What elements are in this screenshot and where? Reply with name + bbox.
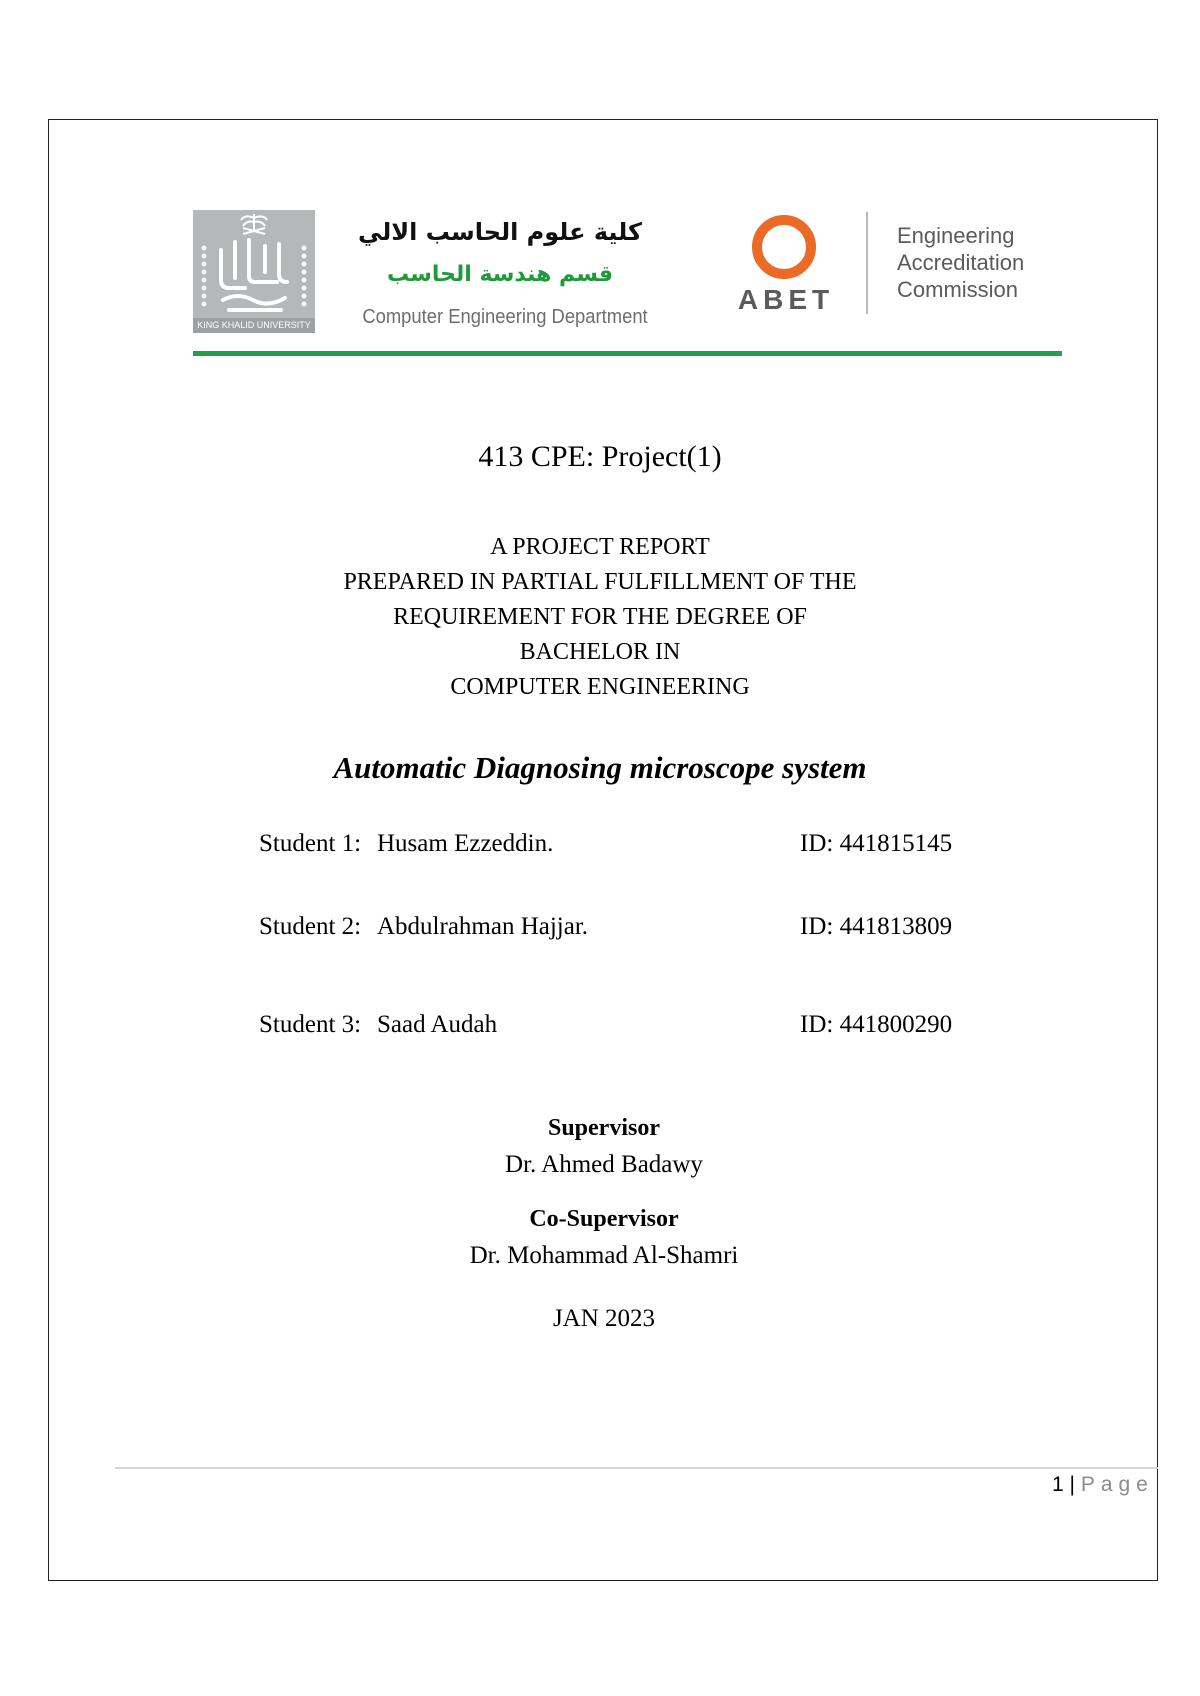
header-green-rule (193, 351, 1062, 356)
abet-line-3: Commission (897, 277, 1019, 302)
king-khalid-university-logo (193, 210, 315, 333)
report-line: PREPARED IN PARTIAL FULFILLMENT OF THE (343, 569, 857, 595)
course-title: 413 CPE: Project(1) (478, 440, 722, 473)
student-name: Abdulrahman Hajjar. (377, 913, 589, 940)
department-name-arabic: قسم هندسة الحاسب (386, 262, 614, 287)
university-emblem-icon (193, 210, 315, 318)
footer-rule (115, 1467, 1158, 1469)
supervisor-heading: Supervisor (547, 1115, 660, 1141)
page-separator: | (1063, 1473, 1081, 1496)
kku-logo-caption: KING KHALID UNIVERSITY (193, 318, 315, 333)
co-supervisor-heading: Co-Supervisor (529, 1206, 679, 1232)
co-supervisor-name: Dr. Mohammad Al-Shamri (469, 1242, 739, 1269)
abet-divider (866, 212, 868, 314)
page-word: Page (1080, 1473, 1154, 1496)
student-label: Student 2: (259, 913, 362, 940)
report-date: JAN 2023 (552, 1305, 656, 1332)
student-row (259, 913, 1059, 947)
page-number-value: 1 (1052, 1473, 1064, 1496)
college-name-arabic: كلية علوم الحاسب الالي (358, 218, 642, 246)
student-row (259, 1011, 1059, 1045)
abet-ring-icon (752, 215, 816, 279)
supervisor-name: Dr. Ahmed Badawy (505, 1151, 703, 1178)
student-id: ID: 441800290 (800, 1011, 953, 1038)
report-line: A PROJECT REPORT (490, 534, 710, 560)
report-statement (0, 530, 1200, 705)
report-line: REQUIREMENT FOR THE DEGREE OF (393, 604, 807, 630)
abet-line-1: Engineering (897, 223, 1015, 248)
report-line: BACHELOR IN (519, 639, 681, 665)
student-label: Student 1: (259, 830, 362, 857)
student-id: ID: 441815145 (800, 830, 953, 857)
project-title: Automatic Diagnosing microscope system (333, 750, 867, 785)
student-label: Student 3: (259, 1011, 362, 1038)
student-name: Saad Audah (377, 1011, 498, 1038)
department-name-english: Computer Engineering Department (362, 306, 648, 328)
abet-wordmark: ABET (737, 284, 835, 315)
abet-commission-text (897, 222, 1077, 303)
student-name: Husam Ezzeddin. (377, 830, 554, 857)
page-number (1052, 1473, 1158, 1497)
abet-line-2: Accreditation (897, 250, 1025, 275)
student-row (259, 830, 1059, 864)
student-id: ID: 441813809 (800, 913, 953, 940)
report-line: COMPUTER ENGINEERING (450, 674, 750, 700)
